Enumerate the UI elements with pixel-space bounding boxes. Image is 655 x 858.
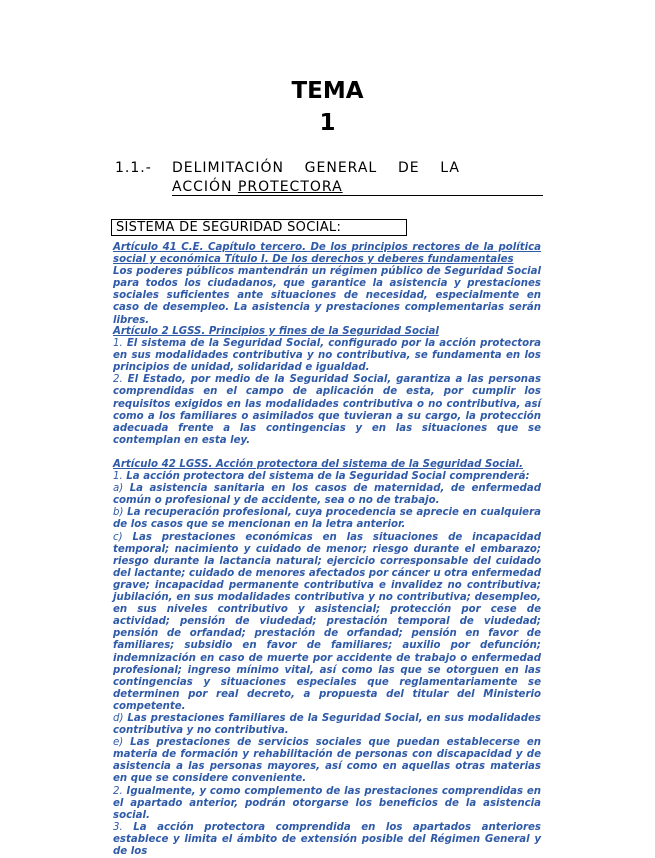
section-word: GENERAL	[304, 160, 378, 176]
paragraph-text: Las prestaciones económicas en las situaciones de incapacidad temporal; nacimiento y cuidado de menor; riesgo durante el embarazo; riesgo durante la lactancia natural; ejercicio corresponsable del cuidado del lactante; cuidado de menores afectados por cáncer u otra enfermedad grave; incapacidad permanente contributiva e invalidez no contributiva; jubilación, en sus modalidades contributiva y no contributiva; desempleo, en sus niveles contributivo y asistencial; protección por cese de actividad; pensión de viudedad; prestación temporal de viudedad; pensión de orfandad; prestación de orfandad; pensión en favor de familiares; subsidio en favor de familiares; auxilio por defunción; indemnización en caso de muerte por accidente de trabajo o enfermedad profesional; ingreso mínimo vital, así como las que se otorguen en las contingencias y situaciones especiales que reglamentariamente se determinen por real decreto, a propuesta del titular del Ministerio competente.	[113, 531, 541, 712]
paragraph-label: c)	[113, 531, 123, 543]
article-41-block	[113, 242, 541, 327]
article-heading: Artículo 2 LGSS. Principios y fines de la Seguridad Social	[113, 326, 439, 337]
article-paragraph	[113, 338, 541, 374]
paragraph-label: a)	[113, 483, 124, 495]
paragraph-label: 1.	[113, 471, 123, 483]
section-word: ACCIÓN	[172, 179, 233, 195]
paragraph-text: Las prestaciones de servicios sociales que puedan establecerse en materia de formación y rehabilitación de personas con discapacidad y de asistencia a las personas mayores, así como en aquellas otras materias en que se considere conveniente.	[113, 737, 541, 785]
section-word: LA	[440, 160, 460, 176]
paragraph-text: El Estado, por medio de la Seguridad Social, garantiza a las personas comprendidas en el campo de aplicación de esta, por cumplir los requisitos exigidos en las modalidades contributiva o no contributiva, así como a los familiares o asimilados que tuvieran a su cargo, la protección adecuada frente a las contingencias y en las situaciones que se contemplan en esta ley.	[113, 374, 542, 446]
section-word: DE	[397, 160, 420, 176]
article-paragraph	[113, 822, 541, 858]
paragraph-label: b)	[113, 507, 124, 519]
chapter-number: 1	[319, 110, 336, 136]
paragraph-text: La asistencia sanitaria en los casos de maternidad, de enfermedad común o profesional y de accidente, sea o no de trabajo.	[113, 483, 542, 507]
article-paragraph	[113, 532, 541, 713]
article-paragraph	[113, 786, 541, 822]
section-title-line2	[172, 179, 343, 195]
article-paragraph	[113, 374, 541, 447]
paragraph-text: Las prestaciones familiares de la Seguridad Social, en sus modalidades contributiva y no contributiva.	[113, 712, 541, 737]
paragraph-label: 2.	[113, 785, 123, 797]
article-heading: Artículo 42 LGSS. Acción protectora del sistema de la Seguridad Social.	[113, 459, 524, 470]
article-paragraph: Los poderes públicos mantendrán un régimen público de Seguridad Social para todos los ciudadanos, que garantice la asistencia y prestaciones sociales suficientes ante situaciones de necesidad, especialmente en caso de desempleo. La asistencia y prestaciones complementarias serán libres.	[113, 266, 541, 326]
article-paragraph	[113, 713, 541, 737]
article-42-block	[113, 459, 541, 858]
section-title-line1	[172, 160, 460, 176]
paragraph-label: 2.	[113, 374, 123, 386]
section-number: 1.1.-	[115, 160, 152, 176]
paragraph-label: d)	[113, 712, 124, 724]
paragraph-label: e)	[113, 737, 124, 749]
section-rule	[172, 195, 543, 196]
article-2-block	[113, 326, 541, 447]
paragraph-label: 3.	[113, 821, 123, 833]
paragraph-text: La recuperación profesional, cuya procedencia se aprecie en cualquiera de los casos que se mencionan en la letra anterior.	[113, 507, 541, 531]
section-word: DELIMITACIÓN	[172, 160, 284, 176]
paragraph-label: 1.	[113, 338, 123, 350]
paragraph-text: Igualmente, y como complemento de las prestaciones comprendidas en el apartado anterior, podrán otorgarse los beneficios de la asistencia social.	[113, 785, 541, 821]
paragraph-text: La acción protectora del sistema de la Seguridad Social comprenderá:	[126, 471, 530, 483]
article-paragraph	[113, 471, 541, 483]
article-heading: Artículo 41 C.E. Capítulo tercero. De los principios rectores de la política social y económica Título I. De los derechos y deberes fundamentales	[113, 242, 541, 266]
chapter-title: TEMA	[291, 78, 364, 104]
section-word-underlined: PROTECTORA	[237, 179, 343, 195]
article-paragraph	[113, 483, 541, 507]
paragraph-text: La acción protectora comprendida en los apartados anteriores establece y limita el ámbito de extensión posible del Régimen General y de los	[113, 821, 541, 857]
article-paragraph	[113, 507, 541, 531]
boxed-subtitle: SISTEMA DE SEGURIDAD SOCIAL:	[111, 219, 407, 236]
article-paragraph	[113, 737, 541, 785]
paragraph-text: El sistema de la Seguridad Social, configurado por la acción protectora en sus modalidades contributiva y no contributiva, se fundamenta en los principios de unidad, solidaridad e igualdad.	[113, 338, 541, 374]
